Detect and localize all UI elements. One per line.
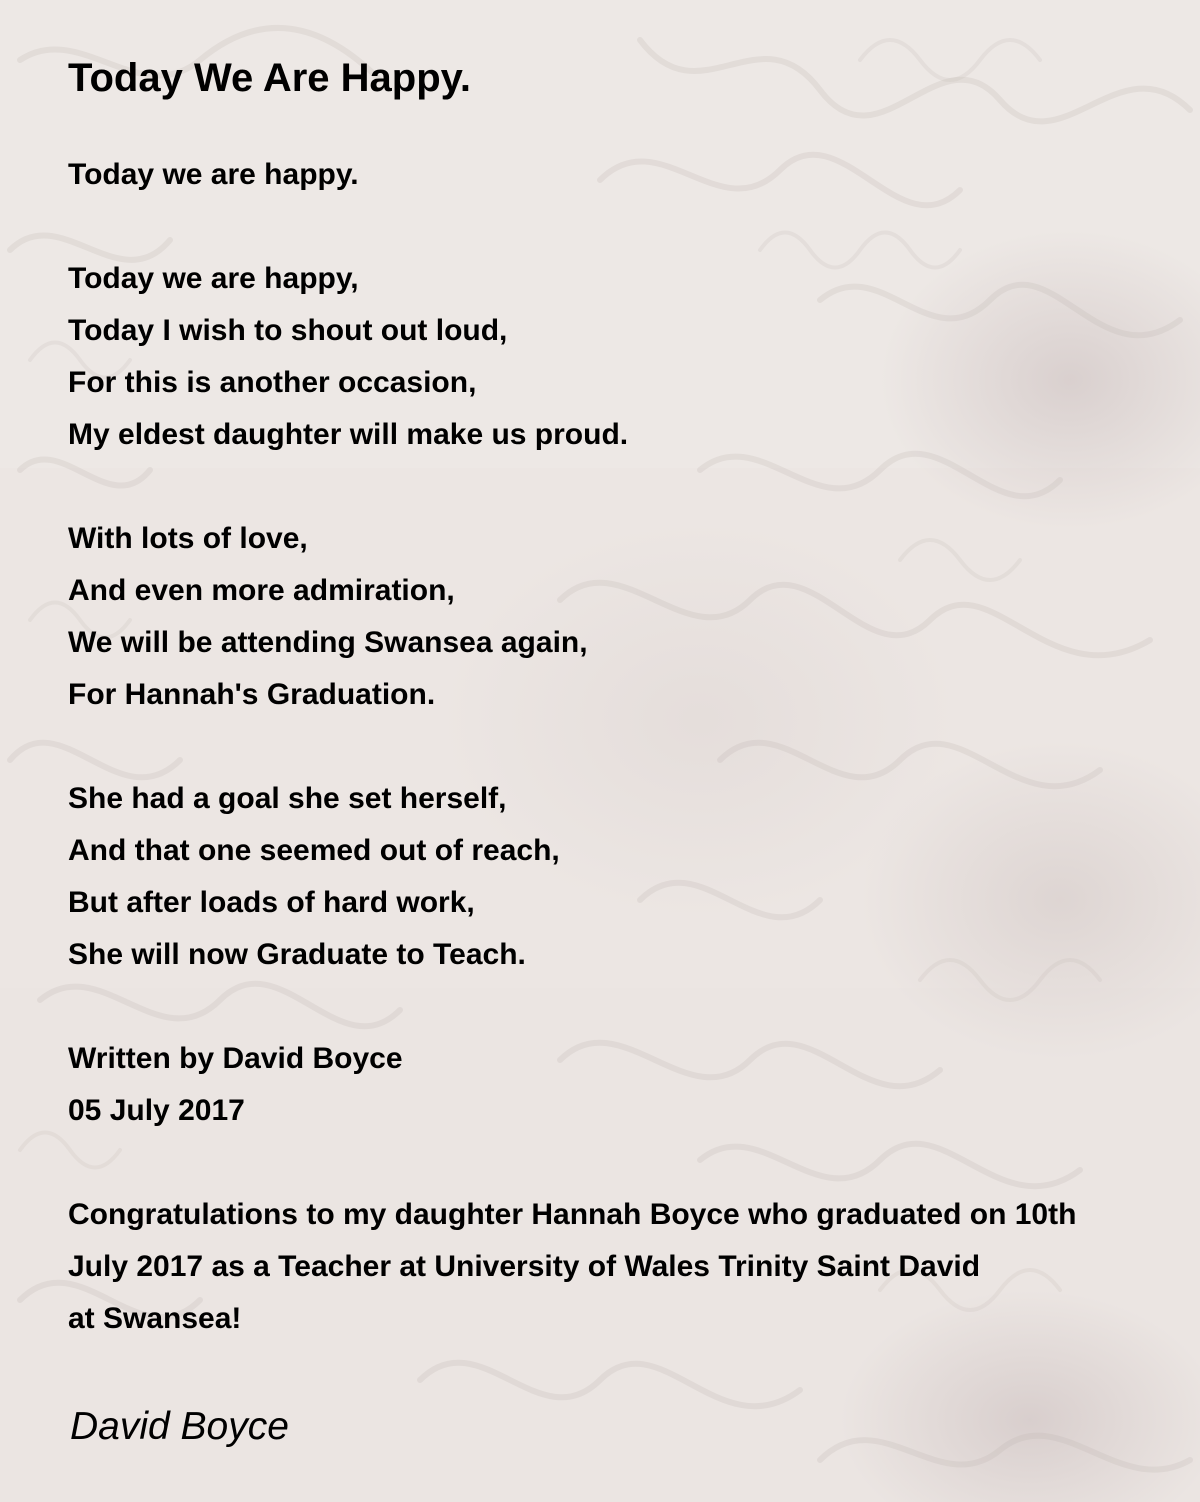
poem-line: Today I wish to shout out loud,: [68, 314, 508, 347]
poem-line: And that one seemed out of reach,: [68, 834, 560, 867]
poem-line: Today we are happy,: [68, 262, 359, 295]
poem-body: [68, 149, 1178, 1345]
poem-line: With lots of love,: [68, 522, 308, 555]
poem-line: But after loads of hard work,: [68, 886, 475, 919]
poem-title: Today We Are Happy.: [68, 56, 472, 100]
poem-line: For Hannah's Graduation.: [68, 678, 436, 711]
stanza-2: [68, 253, 1178, 461]
poem-line: She had a goal she set herself,: [68, 782, 507, 815]
poem-line: We will be attending Swansea again,: [68, 626, 588, 659]
dedication-note: [68, 1189, 1178, 1345]
poem-line: Today we are happy.: [68, 158, 359, 191]
byline: Written by David Boyce: [68, 1042, 403, 1075]
poem-line: My eldest daughter will make us proud.: [68, 418, 629, 451]
note-line: at Swansea!: [68, 1302, 242, 1335]
poem-line: For this is another occasion,: [68, 366, 477, 399]
note-line: July 2017 as a Teacher at University of Wales Trinity Saint David: [68, 1250, 981, 1283]
author-name: David Boyce: [70, 1405, 289, 1448]
written-date: 05 July 2017: [68, 1094, 245, 1127]
note-line: Congratulations to my daughter Hannah Boyce who graduated on 10th: [68, 1198, 1077, 1231]
byline-stanza: [68, 1033, 1178, 1137]
stanza-1: [68, 149, 1178, 201]
stanza-3: [68, 513, 1178, 721]
stanza-4: [68, 773, 1178, 981]
poem-line: She will now Graduate to Teach.: [68, 938, 526, 971]
poem-line: And even more admiration,: [68, 574, 455, 607]
